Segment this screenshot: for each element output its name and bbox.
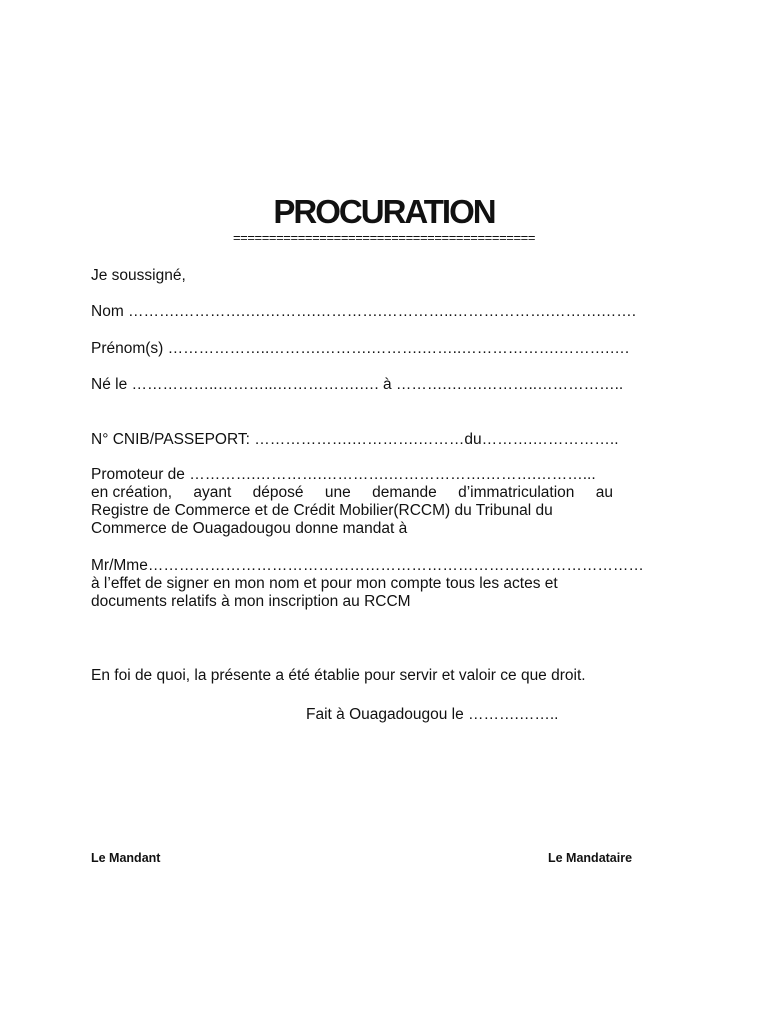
greeting: Je soussigné, — [91, 267, 186, 284]
creation-line — [91, 484, 613, 502]
promoteur-line: Promoteur de ………….………….………….……………….……….………... — [91, 466, 596, 483]
mr-mme-line: Mr/Mme…………………………………………………………………………………… — [91, 557, 644, 574]
fait-a-line: Fait à Ouagadougou le ……….…….. — [306, 706, 559, 723]
document-title: PROCURATION — [273, 193, 495, 230]
registre-line: Registre de Commerce et de Crédit Mobilier(RCCM) du Tribunal du — [91, 502, 553, 519]
cnib-line: N° CNIB/PASSEPORT: ……………….………….………du……….…………….. — [91, 431, 619, 448]
mandat-paragraph — [91, 557, 691, 611]
promoteur-paragraph — [91, 466, 613, 538]
title-underline: ========================================== — [232, 230, 536, 245]
effet-line: à l’effet de signer en mon nom et pour mon compte tous les actes et — [91, 575, 558, 592]
creation-word: ayant — [193, 484, 232, 501]
le-mandataire-label: Le Mandataire — [548, 851, 633, 865]
creation-word: déposé — [252, 484, 304, 501]
commerce-line: Commerce de Ouagadougou donne mandat à — [91, 520, 408, 537]
creation-word: au — [595, 484, 613, 501]
en-foi-line: En foi de quoi, la présente a été établie pour servir et valoir ce que droit. — [91, 667, 586, 684]
le-mandant-label: Le Mandant — [91, 851, 161, 865]
nom-line: Nom ……….………….….……….………….…………..……………….……….……. — [91, 303, 637, 320]
ne-line: Né le ……………..………...…………….…. à ……….…….………..…………….. — [91, 376, 624, 393]
creation-word: une — [324, 484, 351, 501]
creation-word: en création, — [91, 484, 172, 501]
creation-word: demande — [372, 484, 437, 501]
prenom-line: Prénom(s) ………………..……….……….……….……..……………….……….…. — [91, 340, 630, 357]
documents-line: documents relatifs à mon inscription au RCCM — [91, 593, 411, 610]
creation-word: d’immatriculation — [458, 484, 575, 501]
